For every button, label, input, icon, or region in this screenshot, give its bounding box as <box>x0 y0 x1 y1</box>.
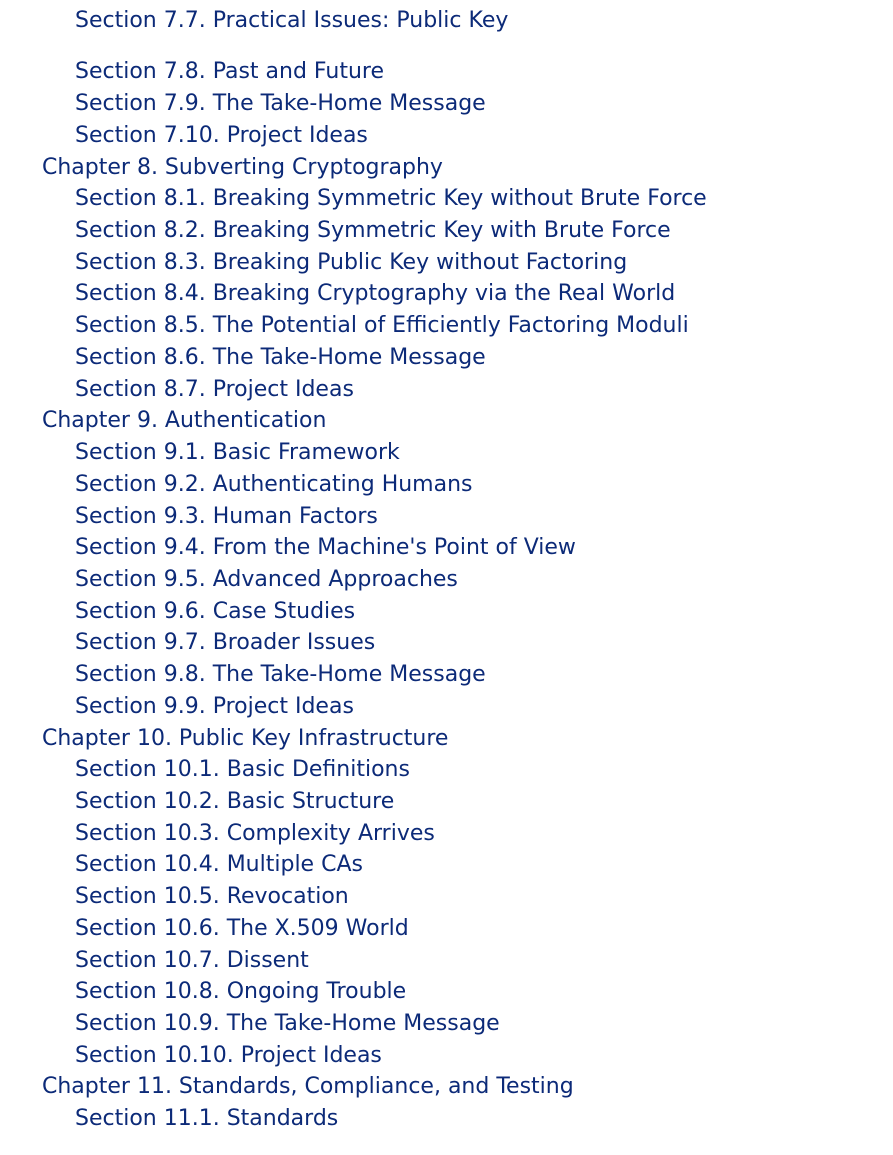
toc-section-link[interactable]: Section 8.6. The Take-Home Message <box>75 345 486 370</box>
toc-section-link[interactable]: Section 9.9. Project Ideas <box>75 694 354 719</box>
toc-chapter-link[interactable]: Chapter 10. Public Key Infrastructure <box>42 726 449 751</box>
toc-section-link[interactable]: Section 10.3. Complexity Arrives <box>75 821 435 846</box>
toc-chapter-link[interactable]: Chapter 8. Subverting Cryptography <box>42 155 443 180</box>
toc-section-link[interactable]: Section 9.4. From the Machine's Point of View <box>75 535 576 560</box>
toc-section-link[interactable]: Section 9.1. Basic Framework <box>75 440 400 465</box>
toc-section-link[interactable]: Section 9.3. Human Factors <box>75 504 378 529</box>
toc-chapter-link[interactable]: Chapter 9. Authentication <box>42 408 327 433</box>
toc-section-link[interactable]: Section 7.7. Practical Issues: Public Key <box>75 8 509 33</box>
toc-section-link[interactable]: Section 10.5. Revocation <box>75 884 349 909</box>
toc-section-link[interactable]: Section 10.9. The Take-Home Message <box>75 1011 500 1036</box>
toc-section-link[interactable]: Section 10.1. Basic Definitions <box>75 757 410 782</box>
toc-section-link[interactable]: Section 8.4. Breaking Cryptography via the Real World <box>75 281 676 306</box>
toc-section-link[interactable]: Section 9.7. Broader Issues <box>75 630 376 655</box>
toc-section-link[interactable]: Section 7.8. Past and Future <box>75 59 384 84</box>
toc-section-link[interactable]: Section 10.7. Dissent <box>75 948 309 973</box>
toc-section-link[interactable]: Section 9.6. Case Studies <box>75 599 356 624</box>
toc-section-link[interactable]: Section 8.5. The Potential of Efficiently Factoring Moduli <box>75 313 689 338</box>
toc-section-link[interactable]: Section 10.6. The X.509 World <box>75 916 409 941</box>
toc-section-link[interactable]: Section 7.10. Project Ideas <box>75 123 368 148</box>
toc-section-link[interactable]: Section 10.8. Ongoing Trouble <box>75 979 407 1004</box>
toc-section-link[interactable]: Section 8.3. Breaking Public Key without Factoring <box>75 250 628 275</box>
toc-chapter-link[interactable]: Chapter 11. Standards, Compliance, and Testing <box>42 1074 574 1099</box>
toc-section-link[interactable]: Section 11.1. Standards <box>75 1106 339 1131</box>
toc-section-link[interactable]: Section 8.2. Breaking Symmetric Key with Brute Force <box>75 218 671 243</box>
toc-section-link[interactable]: Section 8.7. Project Ideas <box>75 377 354 402</box>
toc-section-link[interactable]: Section 7.9. The Take-Home Message <box>75 91 486 116</box>
toc-section-link[interactable]: Section 10.4. Multiple CAs <box>75 852 363 877</box>
toc-section-link[interactable]: Section 9.8. The Take-Home Message <box>75 662 486 687</box>
toc-section-link[interactable]: Section 9.5. Advanced Approaches <box>75 567 458 592</box>
toc-section-link[interactable]: Section 10.2. Basic Structure <box>75 789 395 814</box>
toc-section-link[interactable]: Section 9.2. Authenticating Humans <box>75 472 473 497</box>
toc-section-link[interactable]: Section 8.1. Breaking Symmetric Key without Brute Force <box>75 186 707 211</box>
toc-section-link[interactable]: Section 10.10. Project Ideas <box>75 1043 382 1068</box>
